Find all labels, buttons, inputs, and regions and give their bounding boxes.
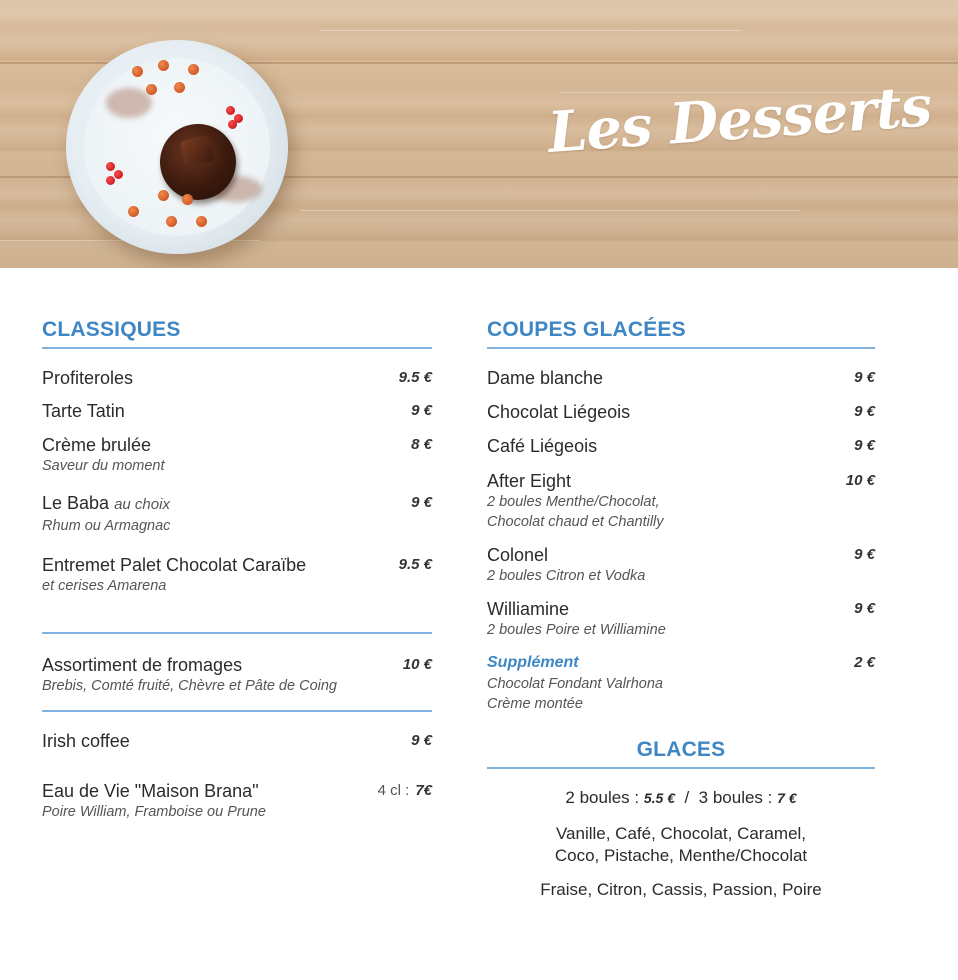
menu-item (42, 367, 432, 389)
menu-item (42, 780, 432, 822)
item-quantity: 4 cl : (377, 782, 410, 799)
item-price: 9.5 € (398, 369, 432, 386)
item-name: Williamine (487, 599, 570, 619)
wood-grain (320, 30, 740, 31)
item-price: 8 € (411, 436, 432, 453)
item-description: Brebis, Comté fruité, Chèvre et Pâte de Coing (42, 678, 337, 694)
item-description: Chocolat chaud et Chantilly (487, 514, 664, 530)
glaces-flavors: Vanille, Café, Chocolat, Caramel, (555, 824, 807, 843)
item-price: 9 € (411, 402, 432, 419)
redcurrant (106, 176, 115, 185)
menu-item (487, 367, 875, 389)
item-price: 10 € (402, 656, 432, 673)
item-name: Tarte Tatin (42, 401, 125, 421)
menu-item-supplement (487, 652, 875, 714)
item-price: 9 € (854, 369, 875, 386)
redcurrant (106, 162, 115, 171)
section-title-classiques: CLASSIQUES (42, 318, 432, 349)
caramel-dot (158, 60, 169, 71)
caramel-dot (132, 66, 143, 77)
item-price: 9 € (854, 600, 875, 617)
caramel-dot (174, 82, 185, 93)
item-price: 9 € (854, 546, 875, 563)
glaces-pricing (487, 787, 875, 809)
item-price: 9 € (854, 403, 875, 420)
menu-item (487, 470, 875, 532)
menu-item (487, 435, 875, 457)
caramel-dot (188, 64, 199, 75)
caramel-dot (158, 190, 169, 201)
three-scoops-price: 7 € (777, 790, 797, 806)
two-scoops-price: 5.5 € (643, 790, 676, 806)
menu-item (42, 554, 432, 596)
glaces-flavors: Fraise, Citron, Cassis, Passion, Poire (540, 880, 822, 899)
item-description: 2 boules Poire et Williamine (487, 622, 666, 638)
item-description: Poire William, Framboise ou Prune (42, 804, 266, 820)
menu-item (487, 544, 875, 586)
chocolate-cube (180, 135, 215, 167)
item-description: Saveur du moment (42, 458, 165, 474)
item-price: 9 € (411, 732, 432, 749)
caramel-dot (166, 216, 177, 227)
item-name: Profiteroles (42, 368, 134, 388)
menu-item (42, 492, 432, 536)
item-name: Dame blanche (487, 368, 604, 388)
glaces-flavors: Coco, Pistache, Menthe/Chocolat (554, 846, 808, 865)
supplement-label: Supplément (487, 654, 579, 671)
item-price-value: 7€ (415, 782, 432, 799)
dessert-plate-image (66, 40, 288, 254)
item-price: 2 € (854, 654, 875, 671)
section-title-coupes-glacees: COUPES GLACÉES (487, 318, 875, 349)
caramel-dot (128, 206, 139, 217)
two-scoops-label: 2 boules : (565, 788, 640, 807)
item-price: 9 € (854, 437, 875, 454)
cocoa-dust (106, 88, 152, 118)
redcurrant (114, 170, 123, 179)
redcurrant (228, 120, 237, 129)
item-name: Café Liégeois (487, 436, 598, 456)
item-description: Crème montée (487, 696, 583, 712)
item-price: 10 € (845, 472, 875, 489)
left-column (42, 318, 432, 822)
item-description: 2 boules Citron et Vodka (487, 568, 646, 584)
item-note: au choix (114, 496, 170, 513)
plate-center (84, 58, 270, 236)
caramel-dot (196, 216, 207, 227)
item-name: Chocolat Liégeois (487, 402, 631, 422)
section-divider (42, 632, 432, 634)
item-name: Entremet Palet Chocolat Caraïbe (42, 555, 307, 575)
page-title: Les Desserts (545, 73, 934, 166)
item-description: 2 boules Menthe/Chocolat, (487, 494, 660, 510)
section-title-glaces: GLACES (487, 738, 875, 769)
redcurrant (226, 106, 235, 115)
item-name: Assortiment de fromages (42, 655, 243, 675)
menu-item (487, 598, 875, 640)
menu-item-fromages (42, 654, 432, 696)
item-name: After Eight (487, 471, 572, 491)
wood-grain (300, 210, 800, 211)
chocolate-cake (160, 124, 236, 200)
header-banner (0, 0, 958, 268)
item-description: Chocolat Fondant Valrhona (487, 676, 663, 692)
section-divider (42, 710, 432, 712)
caramel-dot (182, 194, 193, 205)
item-price (378, 782, 432, 799)
item-name: Eau de Vie "Maison Brana" (42, 781, 259, 801)
item-price: 9 € (411, 494, 432, 511)
item-name-text: Le Baba (42, 493, 110, 513)
item-name: Colonel (487, 545, 549, 565)
item-description: et cerises Amarena (42, 578, 167, 594)
right-column (487, 318, 875, 901)
item-price: 9.5 € (398, 556, 432, 573)
menu-item (42, 730, 432, 752)
three-scoops-label: 3 boules : (698, 788, 773, 807)
menu-item (42, 434, 432, 476)
item-name (42, 492, 432, 516)
price-separator: / (684, 788, 690, 807)
menu-item (487, 401, 875, 423)
menu-item (42, 400, 432, 422)
item-description: Rhum ou Armagnac (42, 518, 171, 534)
item-name: Irish coffee (42, 731, 130, 751)
caramel-dot (146, 84, 157, 95)
item-name: Crème brulée (42, 435, 152, 455)
